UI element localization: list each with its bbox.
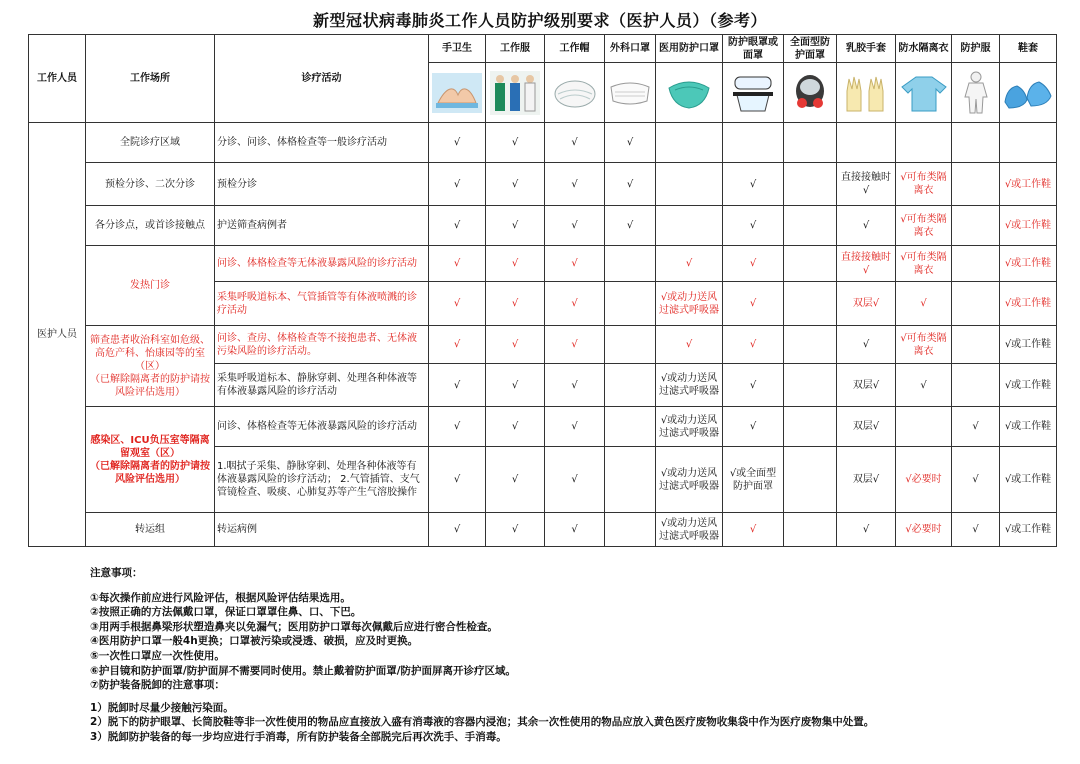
note-item: ②按照正确的方法佩戴口罩，保证口罩罩住鼻、口、下巴。 <box>90 606 362 619</box>
page-title: 新型冠状病毒肺炎工作人员防护级别要求（医护人员）（参考） <box>312 11 767 30</box>
check-cell <box>605 513 656 547</box>
check-cell: 双层√ <box>837 407 896 447</box>
check-cell: √或工作鞋 <box>1000 246 1057 282</box>
check-cell: √ <box>545 123 605 163</box>
check-cell: √或动力送风过滤式呼吸器 <box>656 282 723 326</box>
check-cell: √ <box>656 326 723 364</box>
header-item-goggles: 防护眼罩或面罩 <box>723 35 784 63</box>
check-cell <box>784 364 837 407</box>
check-cell <box>605 447 656 513</box>
check-cell: √ <box>723 206 784 246</box>
check-cell: 双层√ <box>837 447 896 513</box>
check-cell: √ <box>656 246 723 282</box>
check-cell: √可布类隔离衣 <box>896 163 952 206</box>
work-cap-icon <box>547 65 602 121</box>
isolation-gown-icon <box>898 65 949 121</box>
removal-item: 2）脱下的防护眼罩、长筒胶鞋等非一次性使用的物品应直接放入盛有消毒液的容器内浸泡；其余一次性使用的物品应放入黄色医疗废物收集袋中作为医疗废物集中处置。 <box>90 716 875 729</box>
check-cell: √ <box>952 407 1000 447</box>
check-cell: √ <box>723 513 784 547</box>
place-note: （已解除隔离者的防护请按风险评估选用） <box>90 460 210 485</box>
check-cell: √ <box>545 282 605 326</box>
activity-cell: 采集呼吸道标本、气管插管等有体液喷溅的诊疗活动 <box>215 282 429 326</box>
check-cell: √ <box>837 206 896 246</box>
goggles-face-shield-icon <box>725 65 781 121</box>
check-cell: √必要时 <box>896 513 952 547</box>
check-cell: √ <box>486 123 545 163</box>
place-note: （已解除隔离者的防护请按风险评估选用） <box>90 373 210 398</box>
check-cell <box>784 206 837 246</box>
check-cell: √ <box>429 163 486 206</box>
check-cell <box>605 407 656 447</box>
removal-item: 3）脱卸防护装备的每一步均应进行手消毒，所有防护装备全部脱完后再次洗手、手消毒。 <box>90 730 507 743</box>
check-cell: √ <box>486 163 545 206</box>
check-cell: √ <box>723 282 784 326</box>
check-cell: 直接接触时√ <box>837 246 896 282</box>
header-item-full-face-respirator: 全面型防护面罩 <box>784 35 837 63</box>
check-cell <box>784 246 837 282</box>
check-cell: √ <box>429 326 486 364</box>
place-cell: 转运组 <box>86 513 215 547</box>
place-cell: 全院诊疗区域 <box>86 123 215 163</box>
activity-cell: 预检分诊 <box>215 163 429 206</box>
medical-respirator-icon <box>658 65 720 121</box>
check-cell: √ <box>896 364 952 407</box>
check-cell <box>1000 123 1057 163</box>
check-cell: √ <box>486 282 545 326</box>
check-cell: √或工作鞋 <box>1000 364 1057 407</box>
hand-washing-icon <box>431 65 483 121</box>
activity-cell: 问诊、体格检查等无体液暴露风险的诊疗活动 <box>215 407 429 447</box>
check-cell <box>605 282 656 326</box>
check-cell: √或工作鞋 <box>1000 326 1057 364</box>
header-item-work-cap: 工作帽 <box>545 35 605 63</box>
note-item: ④医用防护口罩一般4h更换；口罩被污染或浸透、破损，应及时更换。 <box>90 635 419 648</box>
place-name: 感染区、ICU负压室等隔离留观室（区） <box>90 434 210 459</box>
place-cell: 各分诊点，或首诊接触点 <box>86 206 215 246</box>
check-cell: √ <box>605 123 656 163</box>
check-cell <box>837 123 896 163</box>
check-cell: √或工作鞋 <box>1000 513 1057 547</box>
check-cell <box>723 123 784 163</box>
check-cell: √ <box>723 163 784 206</box>
check-cell: √ <box>486 364 545 407</box>
note-item: ⑦防护装备脱卸的注意事项： <box>90 679 225 692</box>
header-item-shoe-covers: 鞋套 <box>1000 35 1057 63</box>
header-item-protective-suit: 防护服 <box>952 35 1000 63</box>
check-cell: √ <box>486 513 545 547</box>
check-cell: √ <box>545 326 605 364</box>
place-cell <box>86 407 215 513</box>
activity-cell: 分诊、问诊、体格检查等一般诊疗活动 <box>215 123 429 163</box>
activity-cell: 1.咽拭子采集、静脉穿刺、处理各种体液等有体液暴露风险的诊疗活动； 2.气管插管、支气管镜检查、吸痰、心肺复苏等产生气溶胶操作 <box>215 447 429 513</box>
check-cell: √ <box>896 282 952 326</box>
check-cell: √ <box>486 246 545 282</box>
notes-title: 注意事项： <box>90 567 143 579</box>
check-cell <box>784 513 837 547</box>
activity-cell: 护送筛查病例者 <box>215 206 429 246</box>
check-cell <box>605 364 656 407</box>
check-cell: √ <box>545 513 605 547</box>
check-cell <box>656 163 723 206</box>
header-activity: 诊疗活动 <box>215 35 429 123</box>
check-cell: √或动力送风过滤式呼吸器 <box>656 513 723 547</box>
check-cell: √ <box>545 163 605 206</box>
check-cell: √ <box>545 447 605 513</box>
check-cell: √ <box>723 326 784 364</box>
check-cell: √ <box>723 364 784 407</box>
check-cell: √ <box>429 123 486 163</box>
header-item-latex-gloves: 乳胶手套 <box>837 35 896 63</box>
check-cell: √或动力送风过滤式呼吸器 <box>656 447 723 513</box>
check-cell: √或动力送风过滤式呼吸器 <box>656 364 723 407</box>
check-cell: √ <box>545 206 605 246</box>
table-row <box>29 123 1057 163</box>
full-face-respirator-icon <box>786 65 834 121</box>
table-row <box>29 407 1057 447</box>
check-cell: √ <box>429 447 486 513</box>
check-cell: 直接接触时√ <box>837 163 896 206</box>
check-cell <box>605 326 656 364</box>
check-cell <box>896 407 952 447</box>
check-cell <box>605 246 656 282</box>
check-cell: √或工作鞋 <box>1000 447 1057 513</box>
protective-suit-icon <box>954 65 997 121</box>
latex-gloves-icon <box>839 65 893 121</box>
shoe-covers-icon <box>1002 65 1054 121</box>
staff-group-cell: 医护人员 <box>29 123 86 547</box>
check-cell: √ <box>545 246 605 282</box>
check-cell: √或工作鞋 <box>1000 206 1057 246</box>
check-cell: √或全面型防护面罩 <box>723 447 784 513</box>
check-cell: √ <box>545 407 605 447</box>
protection-table <box>28 34 1057 547</box>
check-cell <box>952 163 1000 206</box>
check-cell <box>952 123 1000 163</box>
check-cell: √必要时 <box>896 447 952 513</box>
check-cell: √ <box>605 163 656 206</box>
check-cell: √ <box>429 407 486 447</box>
check-cell: √ <box>952 447 1000 513</box>
check-cell <box>784 447 837 513</box>
check-cell <box>784 326 837 364</box>
place-cell: 预检分诊、二次分诊 <box>86 163 215 206</box>
check-cell: √ <box>429 364 486 407</box>
table-row <box>29 163 1057 206</box>
header-item-surgical-mask: 外科口罩 <box>605 35 656 63</box>
note-item: ③用两手根据鼻梁形状塑造鼻夹以免漏气；医用防护口罩每次佩戴后应进行密合性检查。 <box>90 620 498 633</box>
check-cell: √或动力送风过滤式呼吸器 <box>656 407 723 447</box>
note-item: ⑤一次性口罩应一次性使用。 <box>90 649 225 662</box>
check-cell: √ <box>605 206 656 246</box>
check-cell: √可布类隔离衣 <box>896 326 952 364</box>
removal-item: 1）脱卸时尽量少接触污染面。 <box>90 701 234 714</box>
check-cell: √ <box>723 246 784 282</box>
check-cell: √ <box>429 513 486 547</box>
table-row <box>29 206 1057 246</box>
note-item: ①每次操作前应进行风险评估，根据风险评估结果选用。 <box>90 591 351 604</box>
check-cell: √或工作鞋 <box>1000 407 1057 447</box>
activity-cell: 问诊、体格检查等无体液暴露风险的诊疗活动 <box>215 246 429 282</box>
check-cell: 双层√ <box>837 282 896 326</box>
check-cell: √ <box>429 206 486 246</box>
check-cell: √ <box>486 206 545 246</box>
check-cell: √ <box>545 364 605 407</box>
table-row <box>29 513 1057 547</box>
notes-section <box>90 566 1050 745</box>
surgical-mask-icon <box>607 65 653 121</box>
check-cell <box>896 123 952 163</box>
work-clothes-icon <box>488 65 542 121</box>
header-staff: 工作人员 <box>29 35 86 123</box>
activity-cell: 采集呼吸道标本、静脉穿刺、处理各种体液等有体液暴露风险的诊疗活动 <box>215 364 429 407</box>
place-name: 筛查患者收治科室如危级、高危产科、怡康园等的室（区） <box>90 334 210 372</box>
check-cell <box>784 163 837 206</box>
header-item-hand-hygiene: 手卫生 <box>429 35 486 63</box>
place-cell <box>86 326 215 407</box>
check-cell: √或工作鞋 <box>1000 163 1057 206</box>
check-cell: √ <box>837 513 896 547</box>
check-cell: √ <box>486 407 545 447</box>
check-cell: √或工作鞋 <box>1000 282 1057 326</box>
check-cell: √ <box>486 326 545 364</box>
header-item-isolation-gown: 防水隔离衣 <box>896 35 952 63</box>
note-item: ⑥护目镜和防护面罩/防护面屏不需要同时使用。禁止戴着防护面罩/防护面屏离开诊疗区域。 <box>90 664 517 677</box>
table-row <box>29 246 1057 282</box>
header-place: 工作场所 <box>86 35 215 123</box>
header-item-work-clothes: 工作服 <box>486 35 545 63</box>
check-cell: 双层√ <box>837 364 896 407</box>
check-cell <box>784 123 837 163</box>
table-row <box>29 326 1057 364</box>
header-row <box>29 35 1057 63</box>
check-cell <box>952 326 1000 364</box>
place-cell: 发热门诊 <box>86 246 215 326</box>
check-cell: √ <box>429 246 486 282</box>
check-cell <box>952 282 1000 326</box>
check-cell <box>656 123 723 163</box>
check-cell <box>952 364 1000 407</box>
header-item-medical-respirator: 医用防护口罩 <box>656 35 723 63</box>
check-cell: √ <box>952 513 1000 547</box>
check-cell <box>656 206 723 246</box>
check-cell: √ <box>429 282 486 326</box>
activity-cell: 转运病例 <box>215 513 429 547</box>
check-cell: √可布类隔离衣 <box>896 206 952 246</box>
check-cell <box>784 407 837 447</box>
check-cell: √ <box>723 407 784 447</box>
check-cell <box>952 206 1000 246</box>
check-cell <box>952 246 1000 282</box>
check-cell: √ <box>486 447 545 513</box>
check-cell: √ <box>837 326 896 364</box>
check-cell: √可布类隔离衣 <box>896 246 952 282</box>
check-cell <box>784 282 837 326</box>
activity-cell: 问诊、查房、体格检查等不接抱患者、无体液污染风险的诊疗活动。 <box>215 326 429 364</box>
